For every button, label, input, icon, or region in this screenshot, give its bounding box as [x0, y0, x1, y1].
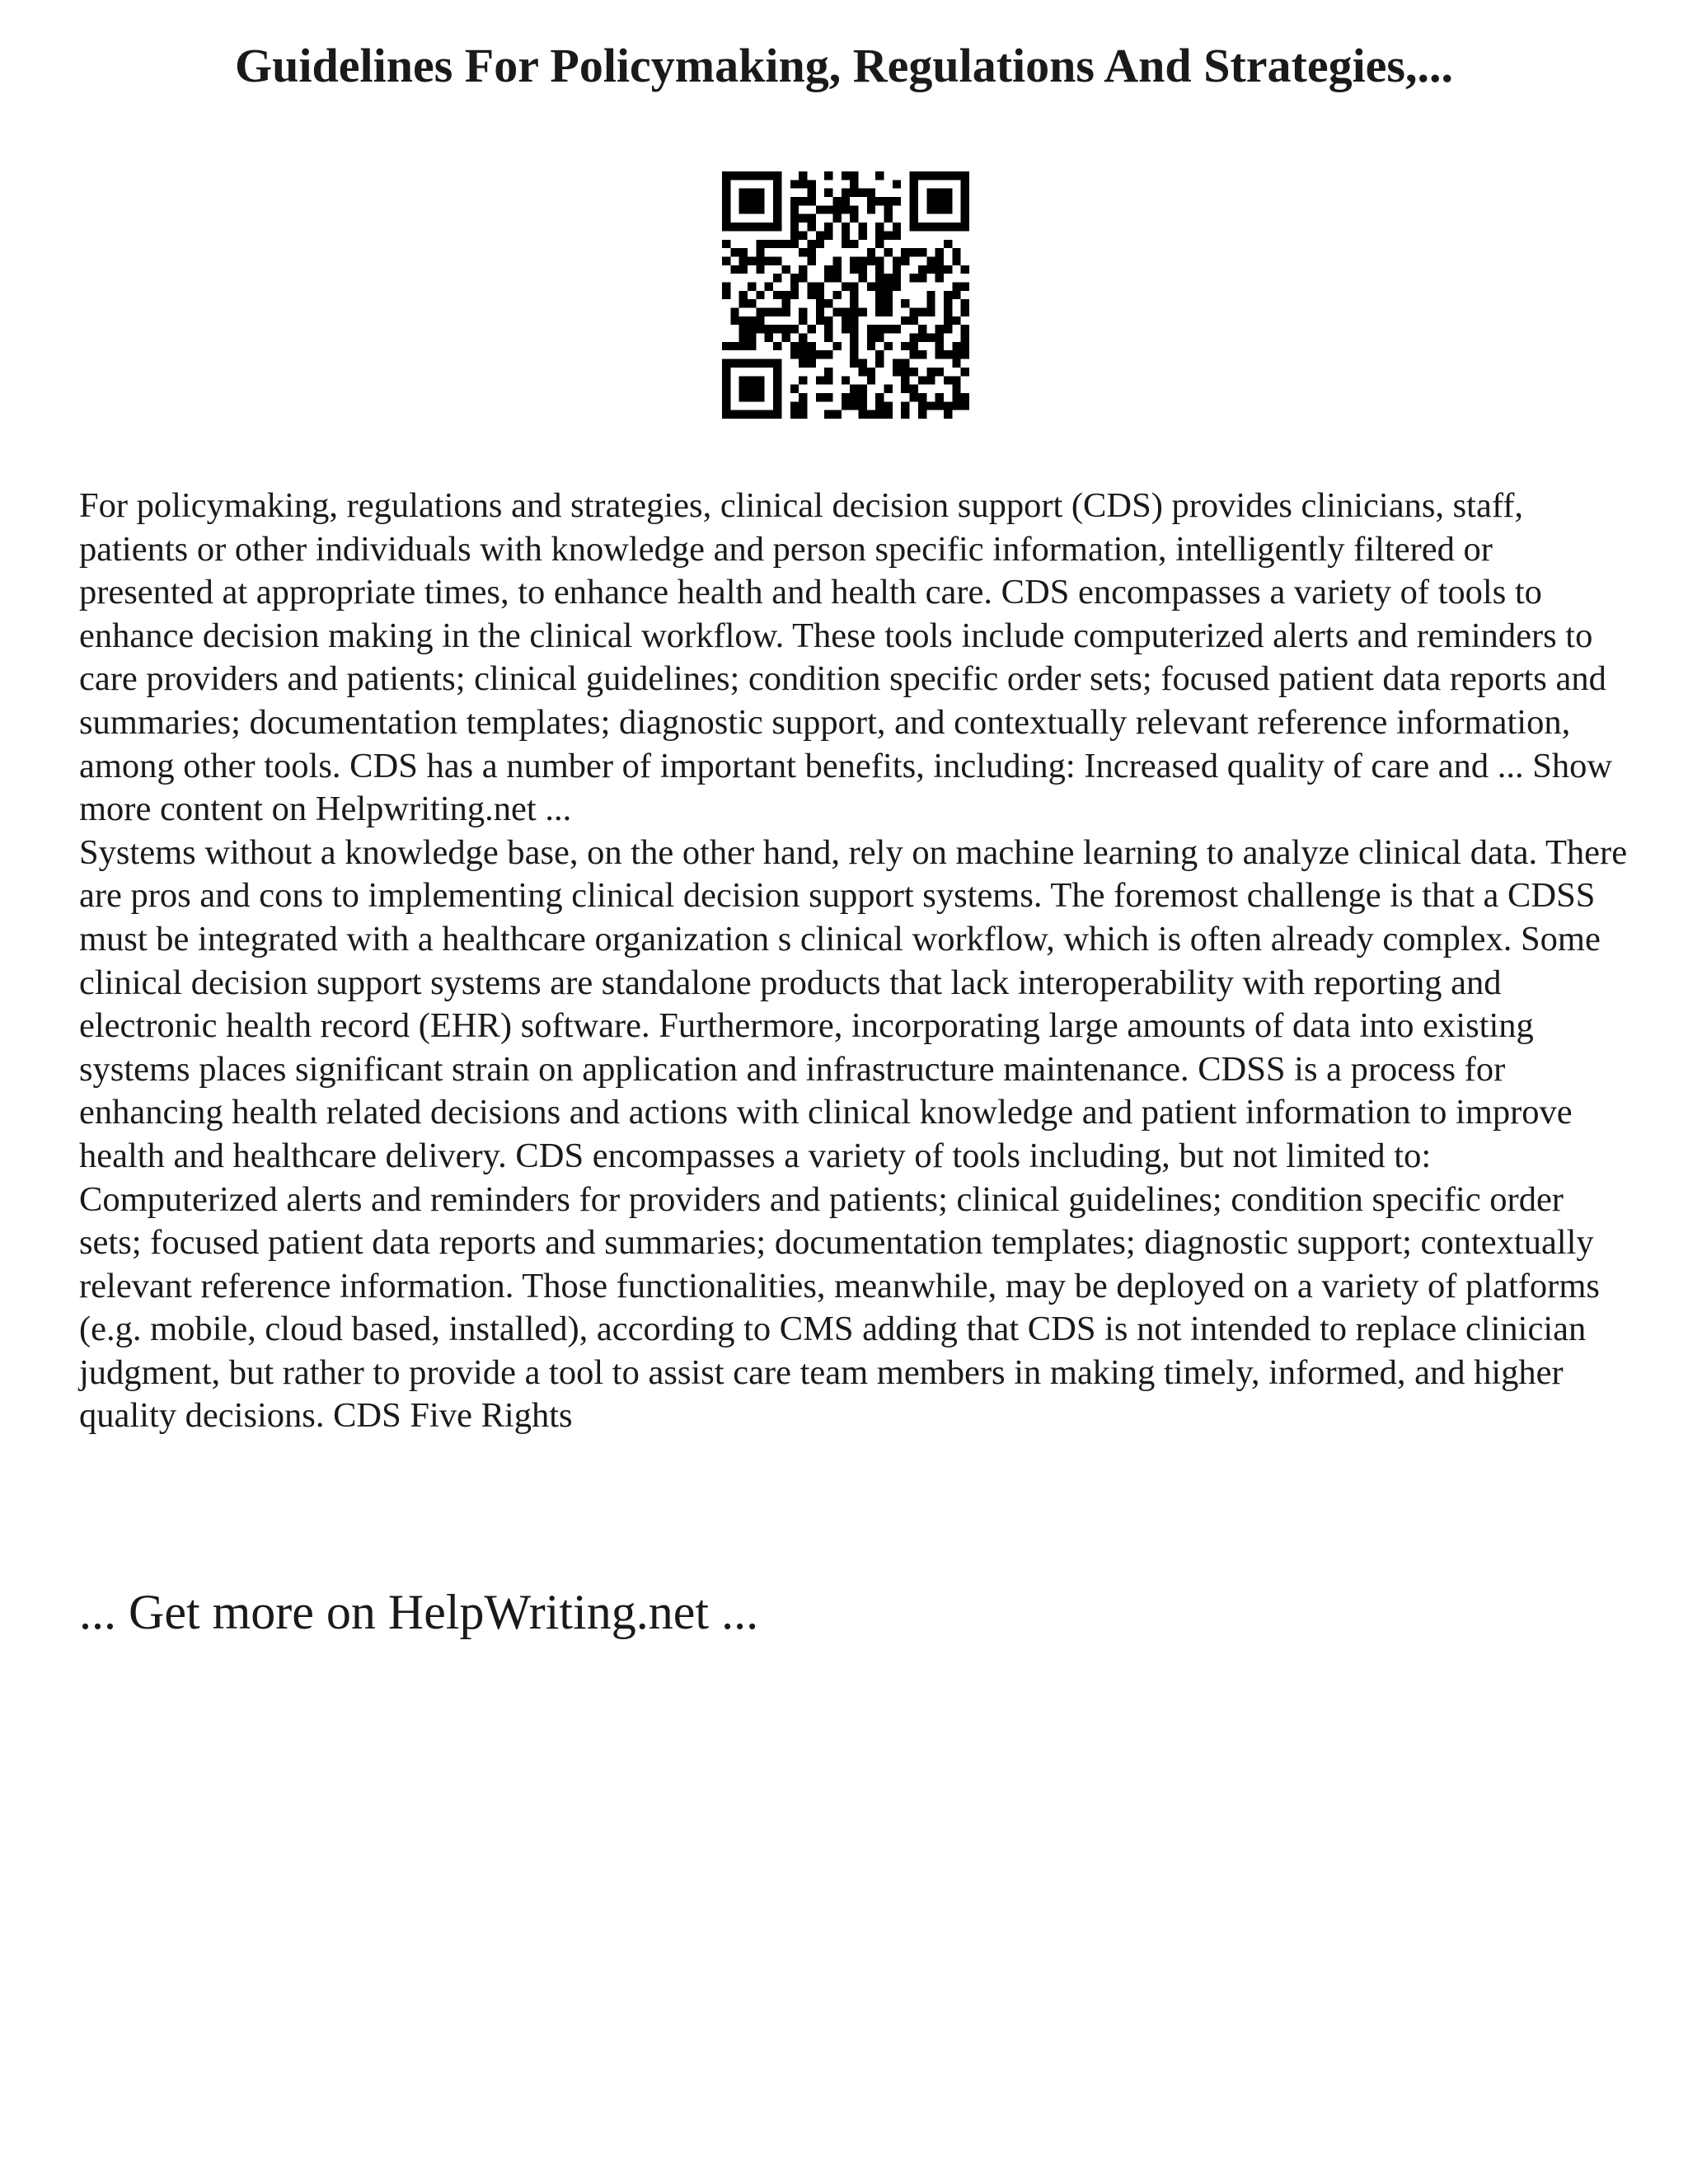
- paragraph-intro: For policymaking, regulations and strategies, clinical decision support (CDS) provides clinicians, staff, patients or other individuals with knowledge and person specific information, intelligently filtered or presented at appropriate times, to enhance health and health care. CDS encompasses a variety of tools to enhance decision making in the clinical workflow. These tools include computerized alerts and reminders to care providers and patients; clinical guidelines; condition specific order sets; focused patient data reports and summaries; documentation templates; diagnostic support, and contextually relevant reference information, among other tools. CDS has a number of important benefits, including: Increased quality of care and ... Show more content on Helpwriting.net ...: [79, 486, 1613, 829]
- page-title: Guidelines For Policymaking, Regulations And Strategies,...: [234, 39, 1453, 92]
- qr-code-icon: [722, 171, 969, 419]
- paragraph-systems: Systems without a knowledge base, on the other hand, rely on machine learning to analyze clinical data. There are pros and cons to implementing clinical decision support systems. The foremost challenge is that a CDSS must be integrated with a healthcare organization s clinical workflow, which is often already complex. Some clinical decision support systems are standalone products that lack interoperability with reporting and electronic health record (EHR) software. Furthermore, incorporating large amounts of data into existing systems places significant strain on application and infrastructure maintenance. CDSS is a process for enhancing health related decisions and actions with clinical knowledge and patient information to improve health and healthcare delivery. CDS encompasses a variety of tools including, but not limited to: Computerized alerts and reminders for providers and patients; clinical guidelines; condition specific order sets; focused patient data reports and summaries; documentation templates; diagnostic support; contextually relevant reference information. Those functionalities, meanwhile, may be deployed on a variety of platforms (e.g. mobile, cloud based, installed), according to CMS adding that CDS is not intended to replace clinician judgment, but rather to provide a tool to assist care team members in making timely, informed, and higher quality decisions. CDS Five Rights: [79, 832, 1628, 1436]
- article-body: [79, 485, 1629, 1438]
- get-more-link[interactable]: ... Get more on HelpWriting.net ...: [79, 1585, 759, 1639]
